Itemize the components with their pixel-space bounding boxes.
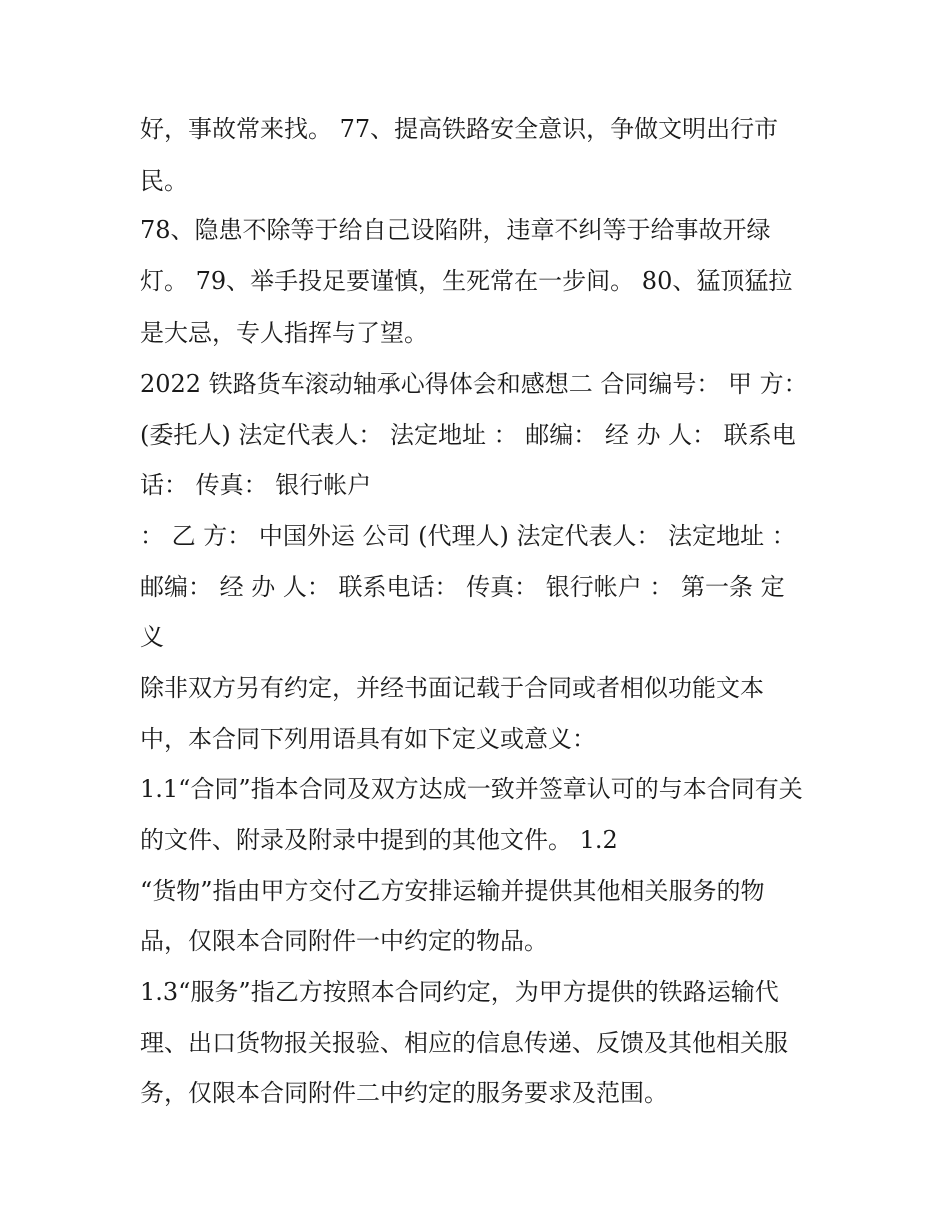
text-line: 好，事故常来找。 77、提高铁路安全意识，争做文明出行市 <box>140 115 779 143</box>
text-line: 1.1“合同”指本合同及双方达成一致并签章认可的与本合同有关 <box>140 775 803 803</box>
text-line: 除非双方另有约定，并经书面记载于合同或者相似功能文本 <box>140 674 764 702</box>
text-line: 是大忌，专人指挥与了望。 <box>140 319 428 347</box>
text-line: 务，仅限本合同附件二中约定的服务要求及范围。 <box>140 1079 668 1107</box>
text-line: 的文件、附录及附录中提到的其他文件。 1.2 <box>140 826 618 854</box>
text-line: 义 <box>140 623 164 651</box>
text-line: ： 乙 方： 中国外运 公司 (代理人) 法定代表人： 法定地址 ： <box>140 522 796 550</box>
text-line: 78、隐患不除等于给自己设陷阱，违章不纠等于给事故开绿 <box>140 216 771 244</box>
text-line: 2022 铁路货车滚动轴承心得体会和感想二 合同编号： 甲 方： <box>140 370 808 398</box>
text-line: 邮编： 经 办 人： 联系电话： 传真： 银行帐户 ： 第一条 定 <box>140 573 785 601</box>
text-line: 民。 <box>140 167 188 195</box>
text-line: (委托人) 法定代表人： 法定地址 ： 邮编： 经 办 人： 联系电 <box>140 421 796 449</box>
text-line: 理、出口货物报关报验、相应的信息传递、反馈及其他相关服 <box>140 1029 788 1057</box>
text-line: 1.3“服务”指乙方按照本合同约定，为甲方提供的铁路运输代 <box>140 978 779 1006</box>
text-line: 灯。 79、举手投足要谨慎，生死常在一步间。 80、猛顶猛拉 <box>140 267 793 295</box>
text-line: “货物”指由甲方交付乙方安排运输并提供其他相关服务的物 <box>140 877 765 905</box>
text-line: 中，本合同下列用语具有如下定义或意义： <box>140 725 596 753</box>
text-line: 品，仅限本合同附件一中约定的物品。 <box>140 927 548 955</box>
text-line: 话： 传真： 银行帐户 <box>140 471 372 499</box>
